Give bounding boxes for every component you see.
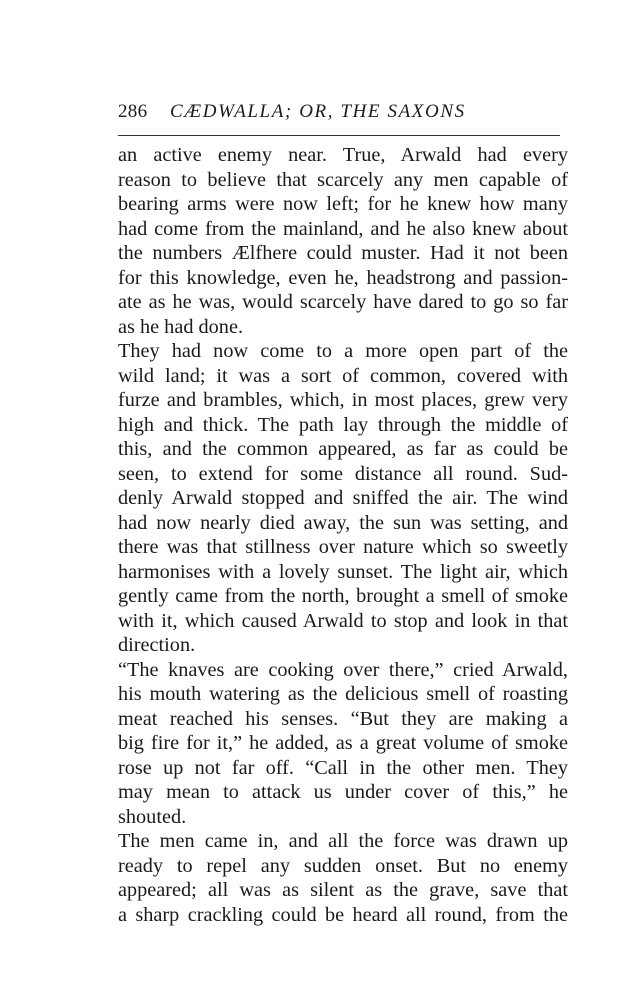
text-line: had come from the mainland, and he also knew about bbox=[118, 217, 568, 240]
text-line: direction. bbox=[118, 634, 196, 656]
text-line: there was that stillness over nature which so sweetly bbox=[118, 536, 568, 558]
text-line: reason to believe that scarcely any men capable of bbox=[118, 168, 568, 191]
text-line: as he had done. bbox=[118, 315, 244, 338]
text-line: “The knaves are cooking over there,” cried Arwald, bbox=[118, 658, 568, 681]
text-line: furze and brambles, which, in most places, grew very bbox=[118, 389, 568, 411]
text-line: shouted. bbox=[118, 805, 187, 828]
body-text bbox=[118, 143, 568, 927]
text-line: harmonises with a lovely sunset. The light air, which bbox=[118, 560, 568, 583]
text-line: high and thick. The path lay through the middle of bbox=[118, 413, 568, 436]
text-line: his mouth watering as the delicious smell of roasting bbox=[118, 683, 568, 705]
text-line: the numbers Ælfhere could muster. Had it not been bbox=[118, 242, 568, 264]
text-line: wild land; it was a sort of common, covered with bbox=[118, 364, 568, 387]
text-line: for this knowledge, even he, headstrong and passion- bbox=[118, 266, 568, 289]
text-line: The men came in, and all the force was drawn up bbox=[118, 830, 568, 852]
text-line: an active enemy near. True, Arwald had every bbox=[118, 144, 568, 166]
text-line: a sharp crackling could be heard all round, from the bbox=[118, 903, 568, 926]
text-line: gently came from the north, brought a smell of smoke bbox=[118, 585, 568, 607]
text-line: meat reached his senses. “But they are making a bbox=[118, 707, 568, 730]
running-head bbox=[118, 101, 560, 131]
text-line: may mean to attack us under cover of this,” he bbox=[118, 781, 568, 803]
text-line: bearing arms were now left; for he knew how many bbox=[118, 193, 568, 215]
text-line: this, and the common appeared, as far as could be bbox=[118, 438, 568, 460]
text-line: They had now come to a more open part of the bbox=[118, 340, 568, 362]
text-line: denly Arwald stopped and sniffed the air. The wind bbox=[118, 487, 568, 509]
text-line: ready to repel any sudden onset. But no enemy bbox=[118, 854, 568, 877]
running-title: CÆDWALLA; OR, THE SAXONS bbox=[170, 101, 466, 122]
header-rule bbox=[118, 135, 560, 136]
text-line: rose up not far off. “Call in the other men. They bbox=[118, 756, 568, 779]
text-line: appeared; all was as silent as the grave, save that bbox=[118, 879, 568, 901]
text-line: had now nearly died away, the sun was setting, and bbox=[118, 511, 568, 534]
page-number: 286 bbox=[118, 101, 148, 122]
text-line: big fire for it,” he added, as a great volume of smoke bbox=[118, 732, 568, 754]
text-line: with it, which caused Arwald to stop and look in that bbox=[118, 609, 568, 632]
text-line: ate as he was, would scarcely have dared to go so far bbox=[118, 291, 568, 313]
text-line: seen, to extend for some distance all round. Sud- bbox=[118, 462, 568, 485]
